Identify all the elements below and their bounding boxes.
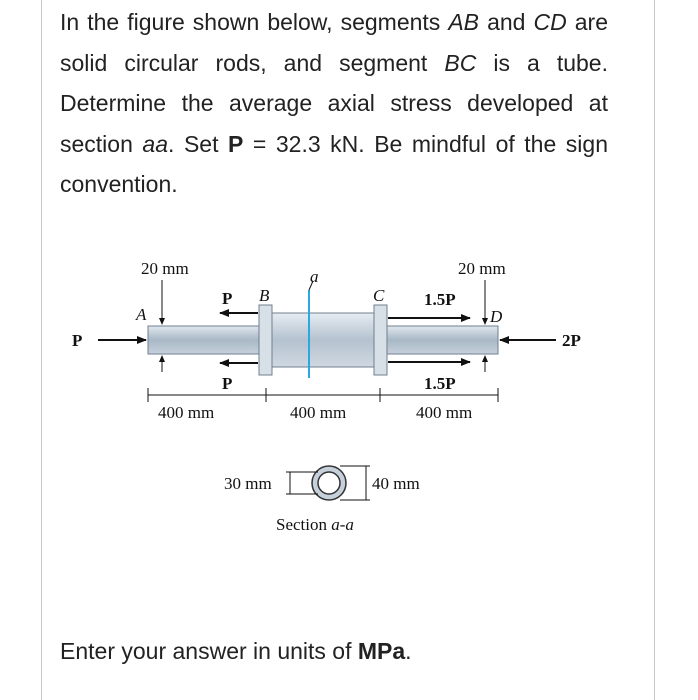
label-p-top: P	[222, 289, 233, 308]
length-ab: 400 mm	[158, 403, 215, 422]
label-15p-bottom: 1.5P	[424, 374, 456, 393]
label-load-right: 2P	[562, 331, 581, 350]
outer-dia-label: 40 mm	[372, 474, 420, 493]
label-point-a: A	[136, 305, 147, 324]
label-p-bottom: P	[222, 374, 233, 393]
length-bc: 400 mm	[290, 403, 347, 422]
inner-dia-label: 30 mm	[224, 474, 272, 493]
collar-c	[374, 305, 387, 375]
label-load-left: P	[72, 331, 83, 350]
rod-cd	[380, 326, 498, 354]
label-section-a: a	[310, 267, 319, 286]
label-point-b: B	[259, 286, 270, 305]
tube-bc	[266, 313, 380, 367]
section-caption: Section a-a	[276, 515, 354, 534]
label-15p-top: 1.5P	[424, 290, 456, 309]
label-point-c: C	[373, 286, 385, 305]
dim-top-right: 20 mm	[458, 259, 506, 278]
tube-section-inner	[318, 472, 340, 494]
answer-instruction: Enter your answer in units of MPa.	[60, 638, 412, 664]
collar-b	[259, 305, 272, 375]
question-text: In the figure shown below, segments AB and CD are solid circular rods, and segment BC is a tube. Determine the average axial stress developed at section aa. Set P = 32.3 kN. Be mindful of the sign convention.	[60, 9, 608, 197]
dim-top-left: 20 mm	[141, 259, 189, 278]
length-cd: 400 mm	[416, 403, 473, 422]
label-point-d: D	[490, 307, 503, 326]
rod-ab	[148, 326, 266, 354]
